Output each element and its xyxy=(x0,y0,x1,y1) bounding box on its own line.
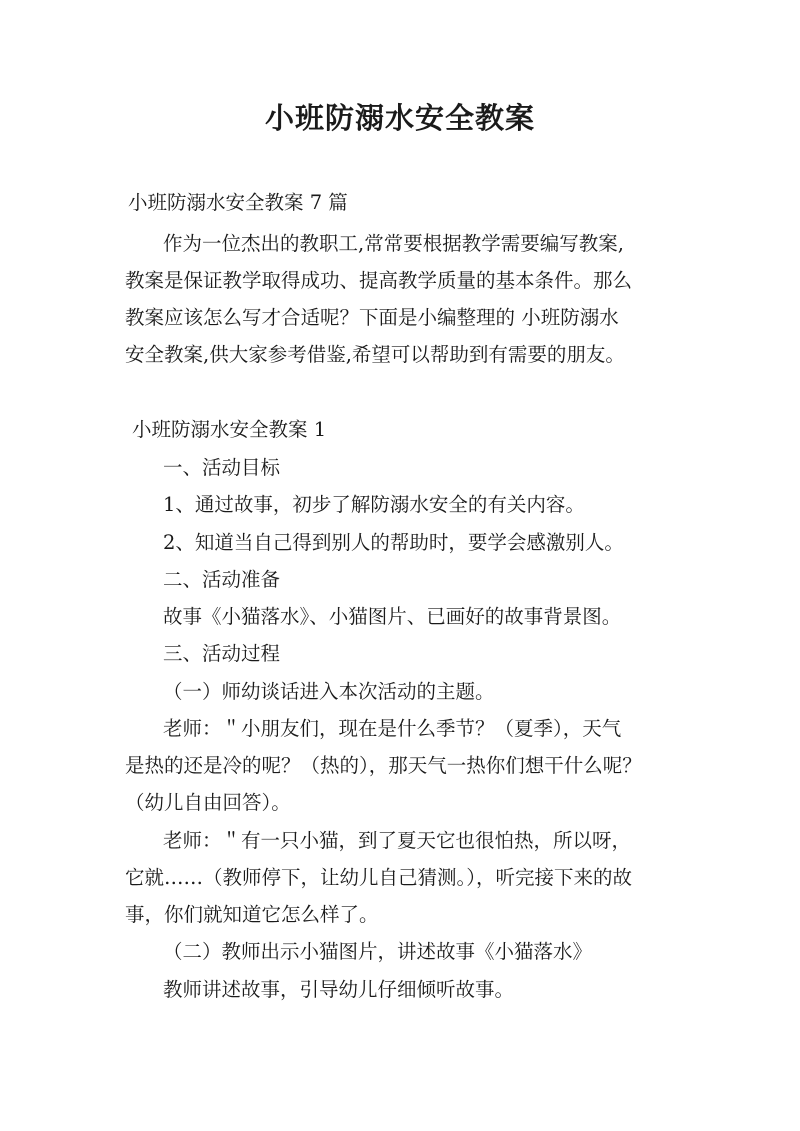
section-line: 它就……（教师停下，让幼儿自己猜测。），听完接下来的故 xyxy=(125,866,633,889)
intro-line: 教案应该怎么写才合适呢？下面是小编整理的 小班防溺水 xyxy=(125,306,619,329)
section-line: （一）师幼谈话进入本次活动的主题。 xyxy=(163,680,495,703)
section-line: 老师：＂小朋友们，现在是什么季节？（夏季），天气 xyxy=(163,717,622,740)
section-line: 三、活动过程 xyxy=(163,642,281,665)
section-line: 故事《小猫落水》、小猫图片、已画好的故事背景图。 xyxy=(163,605,622,628)
section-line: （幼儿自由回答）。 xyxy=(125,791,291,814)
intro-line: 安全教案,供大家参考借鉴,希望可以帮助到有需要的朋友。 xyxy=(125,343,625,366)
document-subtitle: 小班防溺水安全教案 7 篇 xyxy=(128,191,348,214)
section-line: 1、通过故事，初步了解防溺水安全的有关内容。 xyxy=(163,493,585,516)
section-line: 事，你们就知道它怎么样了。 xyxy=(125,903,379,926)
section-line: 2、知道当自己得到别人的帮助时，要学会感激别人。 xyxy=(163,531,624,554)
section-line: 二、活动准备 xyxy=(163,568,281,591)
section-line: 是热的还是冷的呢？（热的），那天气一热你们想干什么呢？ xyxy=(125,754,642,777)
intro-line: 教案是保证教学取得成功、提高教学质量的基本条件。那么 xyxy=(125,269,633,292)
section-line: （二）教师出示小猫图片，讲述故事《小猫落水》 xyxy=(163,940,593,963)
document-title: 小班防溺水安全教案 xyxy=(264,101,535,135)
section-line: 教师讲述故事，引导幼儿仔细倾听故事。 xyxy=(163,978,515,1001)
section-line: 老师：＂有一只小猫，到了夏天它也很怕热，所以呀， xyxy=(163,829,632,852)
section-heading: 小班防溺水安全教案 1 xyxy=(132,418,327,441)
section-line: 一、活动目标 xyxy=(163,456,281,479)
intro-line: 作为一位杰出的教职工,常常要根据教学需要编写教案, xyxy=(163,232,624,255)
